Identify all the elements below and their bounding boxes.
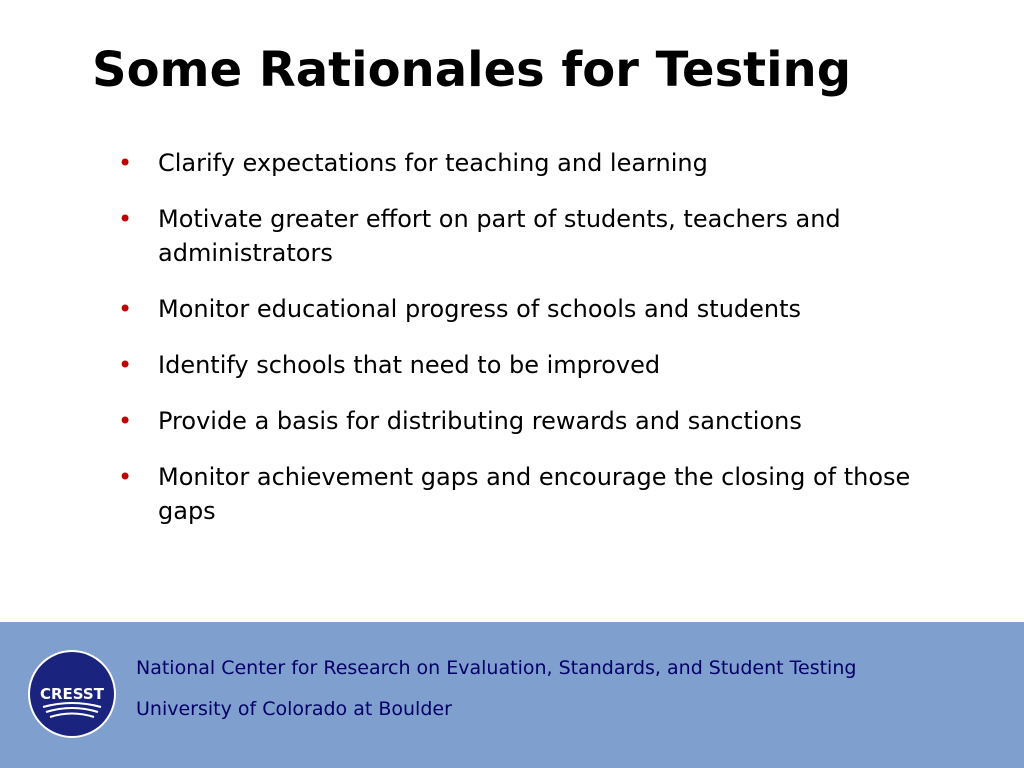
bullet-marker: • — [118, 149, 133, 177]
bullet-marker: • — [118, 463, 133, 491]
slide-title: Some Rationales for Testing — [92, 42, 852, 98]
bullet-item — [118, 292, 938, 326]
bullet-text: Monitor educational progress of schools and students — [158, 295, 802, 323]
bullet-item — [118, 460, 938, 528]
logo-text: CRESST — [40, 685, 104, 703]
bullet-item — [118, 404, 938, 438]
bullet-marker: • — [118, 295, 133, 323]
cresst-logo-icon — [27, 649, 117, 739]
bullet-text: Motivate greater effort on part of students, teachers and administrators — [158, 205, 841, 267]
bullet-marker: • — [118, 205, 133, 233]
bullet-item — [118, 348, 938, 382]
footer-band — [0, 622, 1024, 768]
footer-organization: National Center for Research on Evaluation, Standards, and Student Testing — [136, 657, 857, 679]
bullet-list — [118, 146, 938, 550]
bullet-marker: • — [118, 407, 133, 435]
bullet-text: Provide a basis for distributing rewards and sanctions — [158, 407, 802, 435]
footer-university: University of Colorado at Boulder — [136, 698, 452, 720]
bullet-text: Monitor achievement gaps and encourage the closing of those gaps — [158, 463, 911, 525]
bullet-text: Clarify expectations for teaching and learning — [158, 149, 708, 177]
bullet-marker: • — [118, 351, 133, 379]
bullet-item — [118, 146, 938, 180]
bullet-item — [118, 202, 938, 270]
bullet-text: Identify schools that need to be improved — [158, 351, 661, 379]
